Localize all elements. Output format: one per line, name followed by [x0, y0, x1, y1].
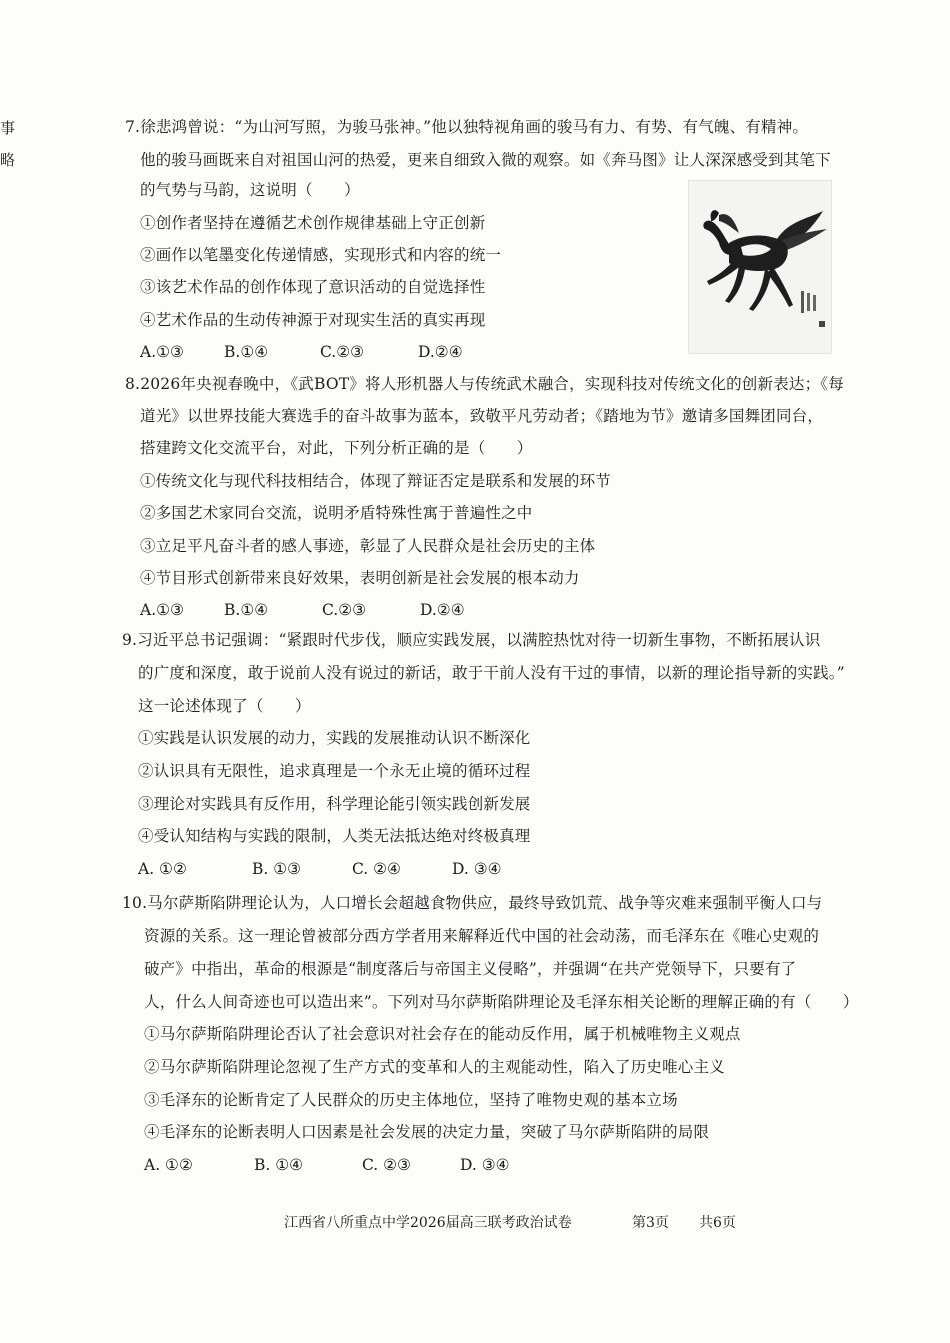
- option-d: D.②④: [420, 601, 465, 619]
- option-a: A. ①②: [144, 1156, 193, 1174]
- footer-title: 江西省八所重点中学2026届高三联考政治试卷: [284, 1215, 572, 1231]
- margin-note-2: 略: [0, 151, 16, 169]
- question-stem-line: 9.习近平总书记强调：“紧跟时代步伐，顺应实践发展，以满腔热忱对待一切新生事物，不断拓展认识: [122, 631, 821, 649]
- question-stem-line: 7.徐悲鸿曾说：“为山河写照，为骏马张神。”他以独特视角画的骏马有力、有势、有气魄、有精神。: [125, 118, 809, 136]
- question-stem-line: 人，什么人间奇迹也可以造出来”。下列对马尔萨斯陷阱理论及毛泽东相关论断的理解正确的有（ ）: [144, 993, 859, 1011]
- option-c: C. ②③: [362, 1156, 411, 1174]
- choice-statement: ③理论对实践具有反作用，科学理论能引领实践创新发展: [138, 795, 531, 813]
- question-stem-line: 资源的关系。这一理论曾被部分西方学者用来解释近代中国的社会动荡，而毛泽东在《唯心史观的: [144, 927, 820, 945]
- option-b: B.①④: [224, 343, 269, 361]
- option-a: A.①③: [140, 343, 184, 361]
- option-b: B. ①③: [252, 860, 302, 878]
- option-b: B.①④: [224, 601, 269, 619]
- choice-statement: ④毛泽东的论断表明人口因素是社会发展的决定力量，突破了马尔萨斯陷阱的局限: [144, 1123, 710, 1141]
- choice-statement: ①马尔萨斯陷阱理论否认了社会意识对社会存在的能动反作用，属于机械唯物主义观点: [144, 1025, 741, 1043]
- option-a: A.①③: [140, 601, 184, 619]
- choice-statement: ④受认知结构与实践的限制，人类无法抵达绝对终极真理: [138, 827, 531, 845]
- choice-statement: ③立足平凡奋斗者的感人事迹，彰显了人民群众是社会历史的主体: [140, 537, 596, 555]
- margin-note-1: 事: [0, 119, 16, 137]
- footer-page-number: 第3页: [632, 1215, 669, 1231]
- choice-statement: ①实践是认识发展的动力，实践的发展推动认识不断深化: [138, 729, 531, 747]
- option-d: D.②④: [418, 343, 463, 361]
- option-c: C.②③: [320, 343, 365, 361]
- galloping-horse-painting: [688, 180, 832, 354]
- horse-ink-drawing: [689, 181, 831, 353]
- choice-statement: ②画作以笔墨变化传递情感，实现形式和内容的统一: [140, 246, 502, 264]
- question-stem-line: 搭建跨文化交流平台，对此，下列分析正确的是（ ）: [140, 439, 533, 457]
- choice-statement: ①传统文化与现代科技相结合，体现了辩证否定是联系和发展的环节: [140, 472, 612, 490]
- question-stem-line: 破产》中指出，革命的根源是“制度落后与帝国主义侵略”，并强调“在共产党领导下，只要有了: [144, 960, 797, 978]
- option-a: A. ①②: [138, 860, 187, 878]
- option-d: D. ③④: [460, 1156, 510, 1174]
- choice-statement: ②认识具有无限性，追求真理是一个永无止境的循环过程: [138, 762, 531, 780]
- choice-statement: ③该艺术作品的创作体现了意识活动的自觉选择性: [140, 278, 486, 296]
- question-stem-line: 道光》以世界技能大赛选手的奋斗故事为蓝本，致敬平凡劳动者；《踏地为节》邀请多国舞团同台，: [140, 407, 824, 425]
- option-d: D. ③④: [452, 860, 502, 878]
- choice-statement: ②多国艺术家同台交流，说明矛盾特殊性寓于普遍性之中: [140, 504, 533, 522]
- question-stem-line: 这一论述体现了（ ）: [138, 697, 311, 715]
- choice-statement: ④艺术作品的生动传神源于对现实生活的真实再现: [140, 311, 486, 329]
- question-stem-line: 8.2026年央视春晚中，《武BOT》将人形机器人与传统武术融合，实现科技对传统文化的创新表达；《每: [125, 375, 844, 393]
- answer-options: [140, 600, 465, 620]
- question-stem-line: 10.马尔萨斯陷阱理论认为，人口增长会超越食物供应，最终导致饥荒、战争等灾难来强制平衡人口与: [122, 894, 823, 912]
- answer-options: [140, 342, 463, 362]
- answer-options: [144, 1155, 510, 1175]
- option-b: B. ①④: [254, 1156, 304, 1174]
- option-c: C. ②④: [352, 860, 401, 878]
- question-stem-line: 的广度和深度，敢于说前人没有说过的新话，敢于干前人没有干过的事情，以新的理论指导新的实践。”: [138, 664, 845, 682]
- option-c: C.②③: [322, 601, 367, 619]
- answer-options: [138, 859, 502, 879]
- question-stem-line: 他的骏马画既来自对祖国山河的热爱，更来自细致入微的观察。如《奔马图》让人深深感受到其笔下: [140, 151, 831, 169]
- footer-total-pages: 共6页: [699, 1215, 736, 1231]
- choice-statement: ④节目形式创新带来良好效果，表明创新是社会发展的根本动力: [140, 569, 580, 587]
- choice-statement: ③毛泽东的论断肯定了人民群众的历史主体地位，坚持了唯物史观的基本立场: [144, 1091, 678, 1109]
- choice-statement: ②马尔萨斯陷阱理论忽视了生产方式的变革和人的主观能动性，陷入了历史唯心主义: [144, 1058, 725, 1076]
- question-stem-line: 的气势与马韵，这说明（ ）: [140, 181, 360, 199]
- choice-statement: ①创作者坚持在遵循艺术创作规律基础上守正创新: [140, 214, 486, 232]
